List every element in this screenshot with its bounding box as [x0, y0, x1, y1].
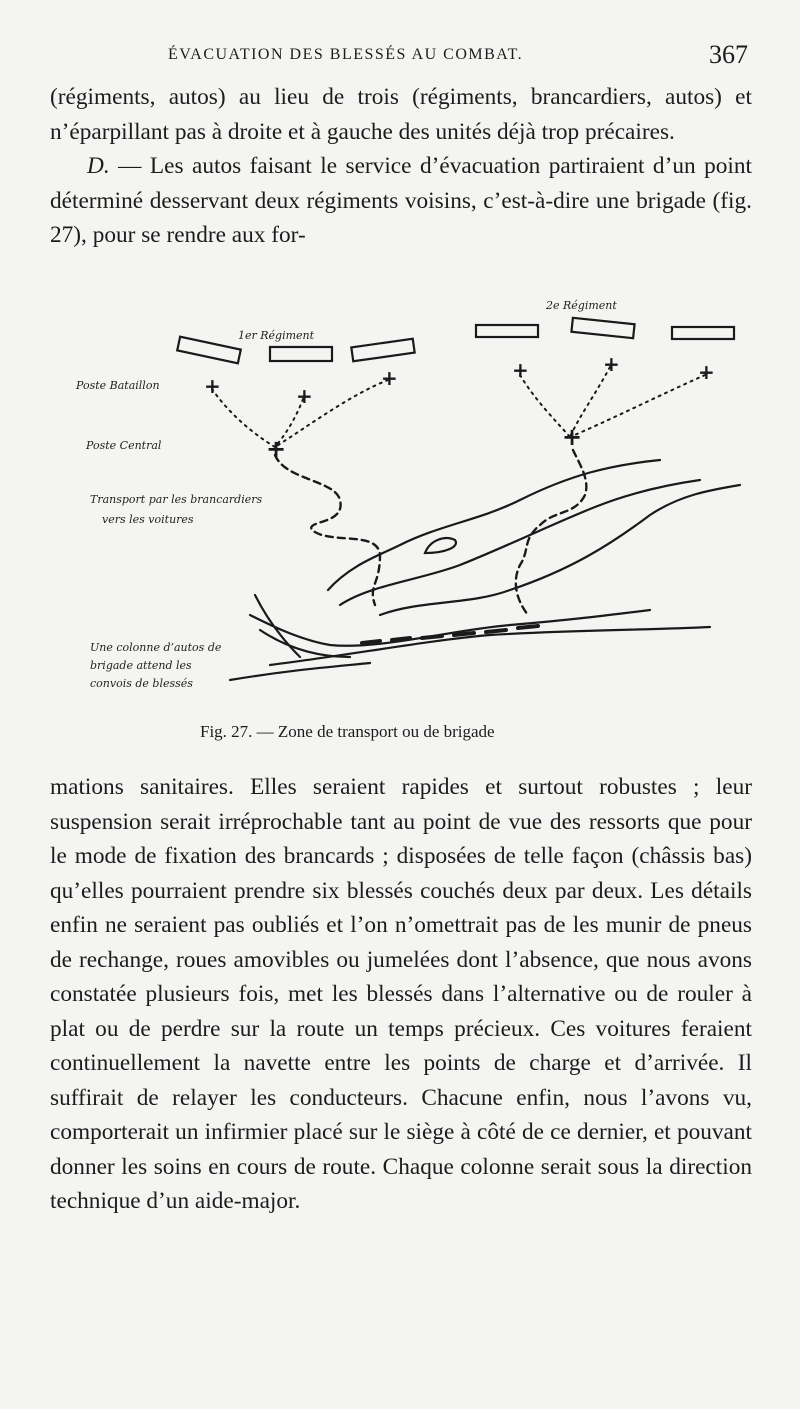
- page-number: 367: [709, 40, 748, 69]
- running-title: ÉVACUATION DES BLESSÉS AU COMBAT.: [168, 46, 524, 63]
- text-block-top: [50, 80, 752, 253]
- regiment-2-unit-b: [571, 318, 634, 338]
- transport-zone-diagram: [50, 285, 760, 715]
- label-colonne-line-1: Une colonne d’autos de: [90, 641, 222, 654]
- battalion-post-marker-5: +: [603, 352, 620, 376]
- paragraph-d: [50, 149, 752, 253]
- battalion-post-marker-3: +: [381, 366, 398, 390]
- label-colonne-line-3: convois de blessés: [90, 677, 193, 690]
- paragraph-continuation: (régiments, autos) au lieu de trois (régiments, brancardiers, autos) et n’éparpillant pas à droite et à gauche des unités déjà trop précaires.: [50, 84, 752, 145]
- label-poste-bataillon: Poste Bataillon: [76, 379, 160, 392]
- regiment-1-unit-a: [177, 337, 241, 364]
- regiment-2-unit-a: [476, 325, 538, 337]
- label-regiment-2: 2e Régiment: [546, 299, 617, 312]
- label-poste-central: Poste Central: [86, 439, 162, 452]
- regiment-1-unit-b: [270, 347, 332, 361]
- label-transport-line-1: Transport par les brancardiers: [90, 493, 263, 506]
- label-transport-line-2: vers les voitures: [102, 513, 194, 526]
- battalion-post-marker-4: +: [512, 358, 529, 382]
- battalion-post-marker-6: +: [698, 360, 715, 384]
- regiment-2-unit-c: [672, 327, 734, 339]
- regiment-1-unit-c: [351, 339, 414, 361]
- central-post-marker-1: +: [266, 435, 287, 463]
- central-post-marker-2: +: [562, 423, 583, 451]
- paragraph-main: mations sanitaires. Elles seraient rapides et surtout robustes ; leur suspension serait irréprochable tant au point de vue des ressorts que pour le mode de fixation des brancards ; disposées de telle façon (châssis bas) qu’elles pourraient prendre six blessés couchés deux par deux. Les détails enfin ne seraient pas oubliés et l’on n’omettrait pas de les munir de pneus de rechange, roues amovibles ou jumelées dont l’absence, que nous avons constatée plusieurs fois, met les blessés dans l’alternative ou de rouler à plat ou de perdre sur la route un temps précieux. Ces voitures feraient continuellement la navette entre les points de charge et d’arrivée. Il suffirait de relayer les conducteurs. Chacune enfin, nous l’avons vu, comporterait un infirmier placé sur le siège à côté de ce dernier, et pouvant donner les soins en cours de route. Chaque colonne serait sous la direction technique d’un aide-major.: [50, 774, 752, 1214]
- figure-27-sketch: [50, 285, 760, 715]
- text-block-bottom: [50, 770, 752, 1219]
- battalion-post-marker-2: +: [296, 384, 313, 408]
- label-regiment-1: 1er Régiment: [238, 329, 315, 342]
- battalion-post-marker-1: +: [204, 374, 221, 398]
- paragraph-marker: D.: [87, 153, 110, 179]
- paragraph-d-text: — Les autos faisant le service d’évacuation partiraient d’un point déterminé desservant deux régiments voisins, c’est-à-dire une brigade (fig. 27), pour se rendre aux for-: [50, 153, 752, 248]
- label-colonne-line-2: brigade attend les: [90, 659, 192, 672]
- figure-caption: Fig. 27. — Zone de transport ou de brigade: [200, 722, 495, 741]
